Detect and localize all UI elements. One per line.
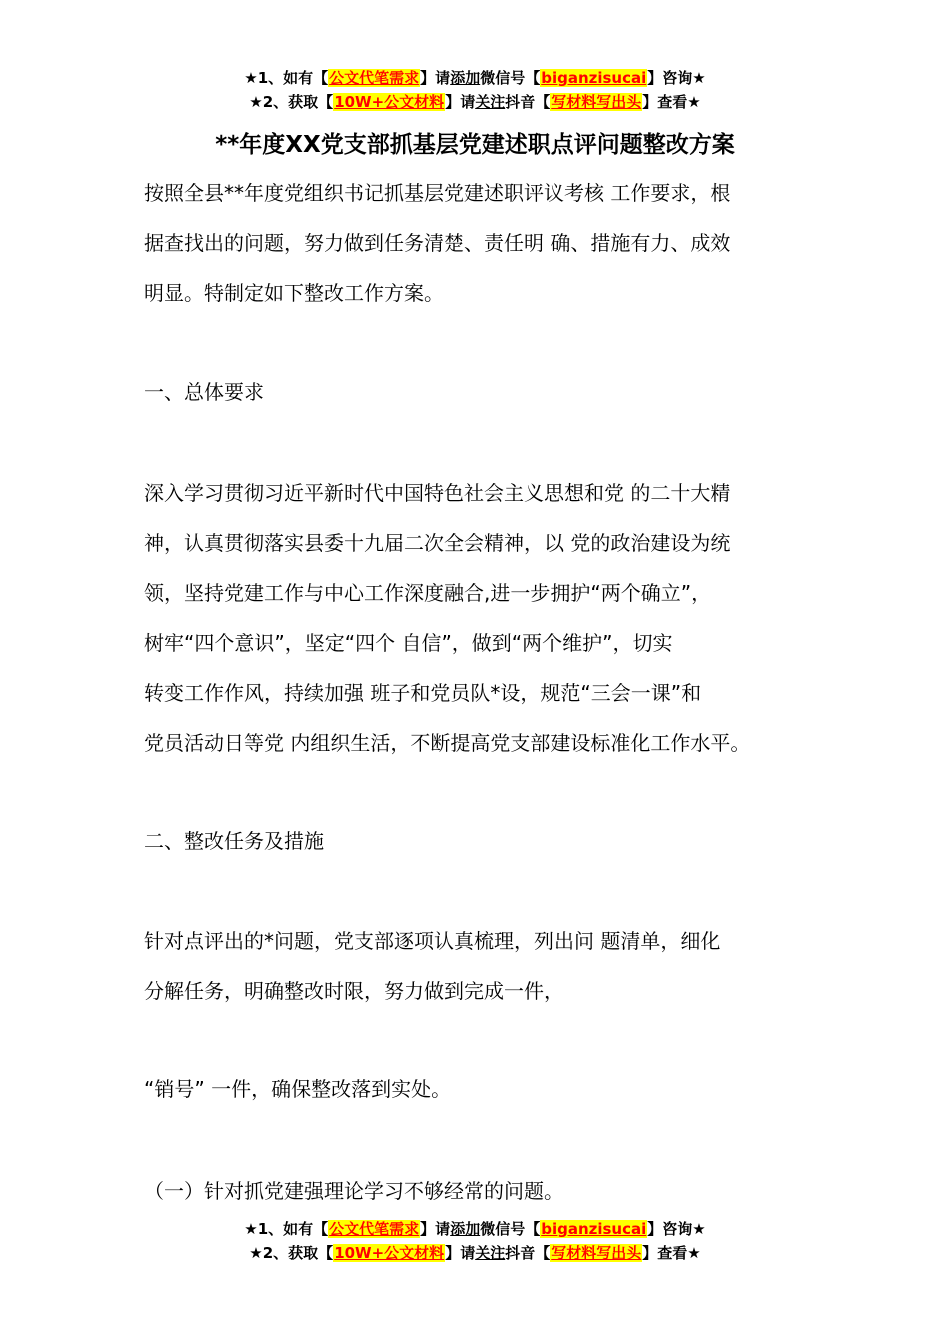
highlight-text: biganzisucai — [541, 1220, 647, 1238]
section-heading-1: 一、总体要求 — [144, 380, 264, 404]
highlight-text: 10W+公文材料 — [334, 93, 445, 111]
text-line: 按照全县**年度党组织书记抓基层党建述职评议考核 工作要求，根 — [144, 181, 731, 205]
promo-line-2: ★2、获取【10W+公文材料】请关注抖音【写材料写出头】查看★ — [249, 93, 701, 111]
highlight-text: 公文代笔需求 — [329, 1220, 420, 1238]
highlight-text: 10W+公文材料 — [334, 1244, 445, 1262]
text-line: 转变工作作风，持续加强 班子和党员队*设，规范“三会一课”和 — [144, 681, 702, 705]
text-line: 神，认真贯彻落实县委十九届二次全会精神，以 党的政治建设为统 — [144, 531, 731, 555]
text-line: 树牢“四个意识”，坚定“四个 自信”，做到“两个维护”，切实 — [144, 631, 673, 655]
text-line: 深入学习贯彻习近平新时代中国特色社会主义思想和党 的二十大精 — [144, 481, 731, 505]
section2-paragraph — [144, 916, 814, 1016]
promo-banner-top — [0, 66, 950, 114]
highlight-text: 公文代笔需求 — [329, 69, 420, 87]
text-line: 党员活动日等党 内组织生活，不断提高党支部建设标准化工作水平。 — [144, 731, 751, 755]
section-heading-2: 二、整改任务及措施 — [144, 829, 324, 853]
promo-line-1: ★1、如有【公文代笔需求】请添加微信号【biganzisucai】咨询★ — [244, 1220, 706, 1238]
highlight-text: 写材料写出头 — [551, 1244, 642, 1262]
promo-line-2: ★2、获取【10W+公文材料】请关注抖音【写材料写出头】查看★ — [249, 1244, 701, 1262]
highlight-text: biganzisucai — [541, 69, 647, 87]
text-line: 明显。特制定如下整改工作方案。 — [144, 281, 444, 305]
intro-paragraph — [144, 168, 814, 318]
promo-banner-bottom — [0, 1217, 950, 1265]
section2-line-after: “销号” 一件，确保整改落到实处。 — [144, 1077, 452, 1101]
promo-line-1: ★1、如有【公文代笔需求】请添加微信号【biganzisucai】咨询★ — [244, 69, 706, 87]
text-line: 领，坚持党建工作与中心工作深度融合,进一步拥护“两个确立”， — [144, 581, 712, 605]
highlight-text: 写材料写出头 — [551, 93, 642, 111]
subsection-heading-1: （一）针对抓党建强理论学习不够经常的问题。 — [144, 1179, 564, 1203]
section1-paragraph — [144, 468, 814, 768]
text-line: 分解任务，明确整改时限，努力做到完成一件， — [144, 979, 564, 1003]
text-line: 据查找出的问题，努力做到任务清楚、责任明 确、措施有力、成效 — [144, 231, 731, 255]
text-line: 针对点评出的*问题，党支部逐项认真梳理，列出问 题清单，细化 — [144, 929, 721, 953]
document-title: **年度XX党支部抓基层党建述职点评问题整改方案 — [215, 132, 735, 158]
